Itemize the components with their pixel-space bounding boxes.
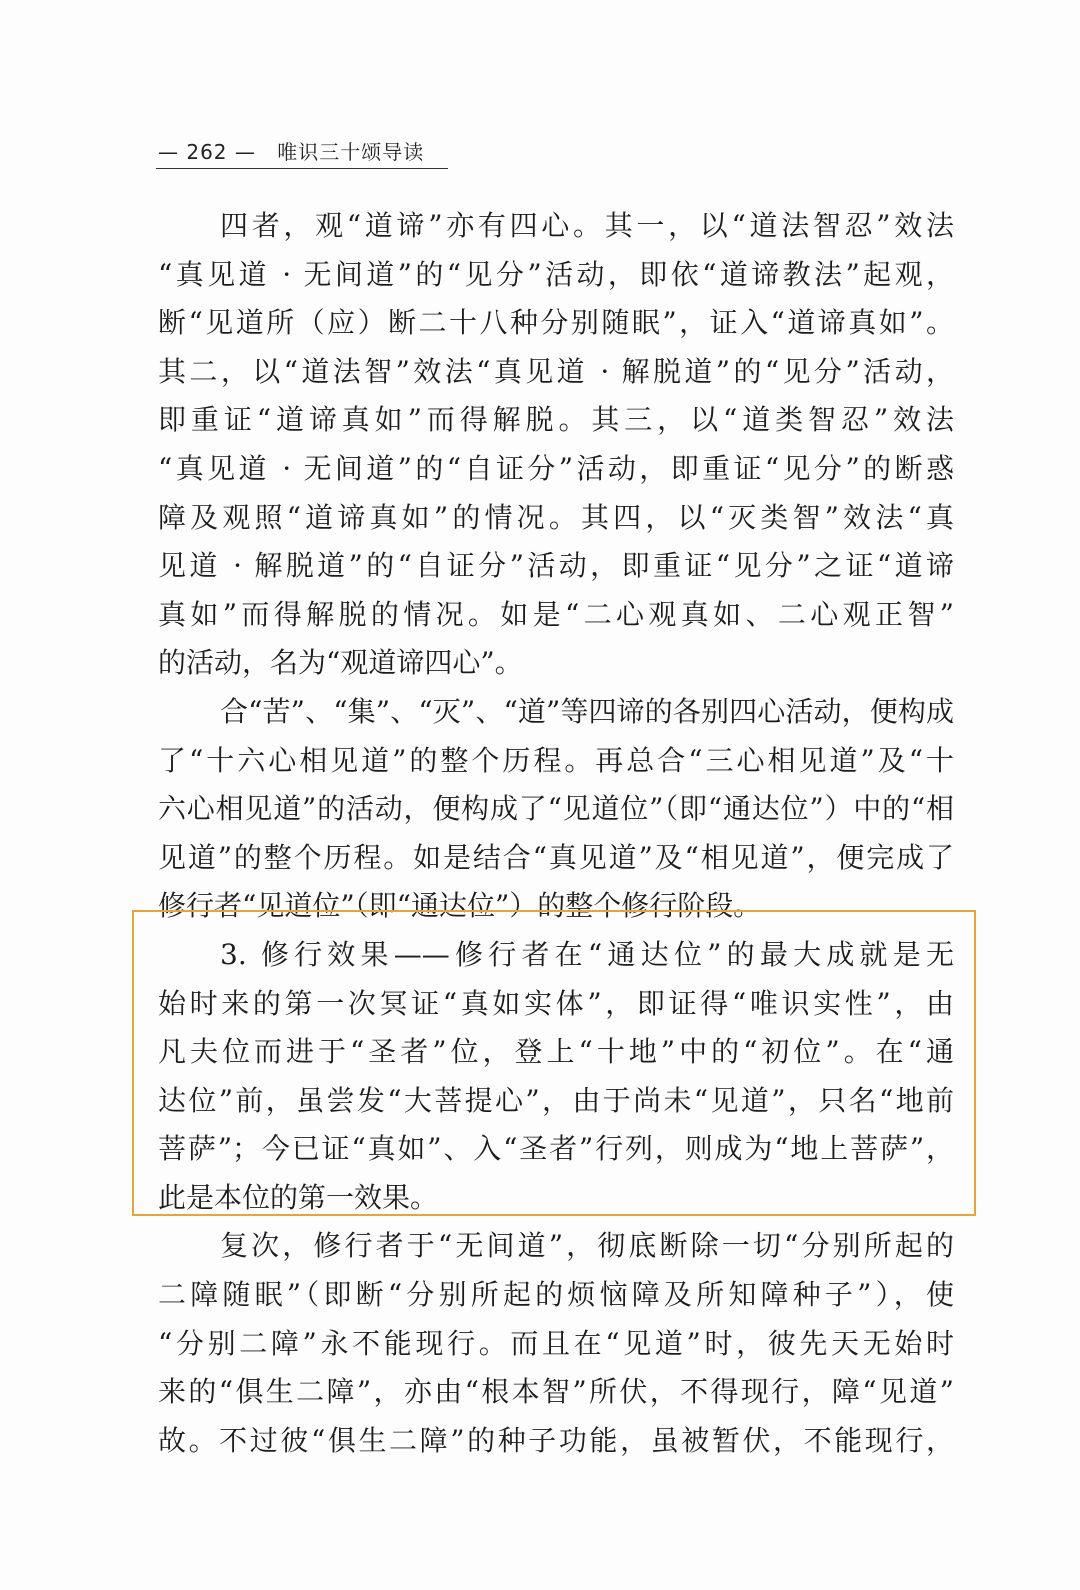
text-line: 六心相见道”的活动，便构成了“见道位”（即“通达位”）中的“相 <box>158 792 954 826</box>
text-line: 的活动，名为“观道谛四心”。 <box>158 646 523 680</box>
text-line: 见道”的整个历程。如是结合“真见道”及“相见道”，便完成了 <box>158 840 954 874</box>
text-line: 见道 · 解脱道”的“自证分”活动，即重证“见分”之证“道谛 <box>158 549 954 583</box>
text-line: 其二，以“道法智”效法“真见道 · 解脱道”的“见分”活动， <box>158 354 954 388</box>
text-line: 凡夫位而进于“圣者”位，登上“十地”中的“初位”。在“通 <box>158 1035 954 1069</box>
text-line: 此是本位的第一效果。 <box>158 1180 439 1214</box>
text-line: 了“十六心相见道”的整个历程。再总合“三心相见道”及“十 <box>158 743 954 777</box>
book-title: 唯识三十颂导读 <box>277 140 425 164</box>
header-rule <box>156 168 448 169</box>
text-line: 障及观照“道谛真如”的情况。其四，以“灭类智”效法“真 <box>158 500 954 534</box>
text-line: 菩萨”；今已证“真如”、入“圣者”行列，则成为“地上菩萨”， <box>158 1132 954 1166</box>
text-line: 真如”而得解脱的情况。如是“二心观真如、二心观正智” <box>158 597 954 631</box>
text-line: 二障随眠”（即断“分别所起的烦恼障及所知障种子”），使 <box>158 1278 954 1312</box>
text-line: 来的“俱生二障”，亦由“根本智”所伏，不得现行，障“见道” <box>158 1375 954 1409</box>
text-line: 3. 修行效果——修行者在“通达位”的最大成就是无 <box>220 937 954 971</box>
text-line: “真见道 · 无间道”的“自证分”活动，即重证“见分”的断惑 <box>158 451 954 485</box>
body-text <box>158 202 954 1465</box>
text-line: 始时来的第一次冥证“真如实体”，即证得“唯识实性”，由 <box>158 986 954 1020</box>
text-line: 复次，修行者于“无间道”，彻底断除一切“分别所起的 <box>220 1229 954 1263</box>
text-line: 断“见道所（应）断二十八种分别随眠”，证入“道谛真如”。 <box>158 306 954 340</box>
text-line: 修行者“见道位”（即“通达位”）的整个修行阶段。 <box>158 889 762 923</box>
page-number: — 262 — <box>158 140 256 164</box>
text-line: 即重证“道谛真如”而得解脱。其三，以“道类智忍”效法 <box>158 403 954 437</box>
text-line: “分别二障”永不能现行。而且在“见道”时，彼先天无始时 <box>158 1326 954 1360</box>
text-line: 达位”前，虽尝发“大菩提心”，由于尚未“见道”，只名“地前 <box>158 1083 954 1117</box>
text-line: 四者，观“道谛”亦有四心。其一，以“道法智忍”效法 <box>220 209 954 242</box>
text-line: “真见道 · 无间道”的“见分”活动，即依“道谛教法”起观， <box>158 257 954 291</box>
running-header <box>158 136 458 172</box>
text-line: 故。不过彼“俱生二障”的种子功能，虽被暂伏，不能现行， <box>158 1423 954 1457</box>
text-line: 合“苦”、“集”、“灭”、“道”等四谛的各别四心活动，便构成 <box>220 694 954 728</box>
